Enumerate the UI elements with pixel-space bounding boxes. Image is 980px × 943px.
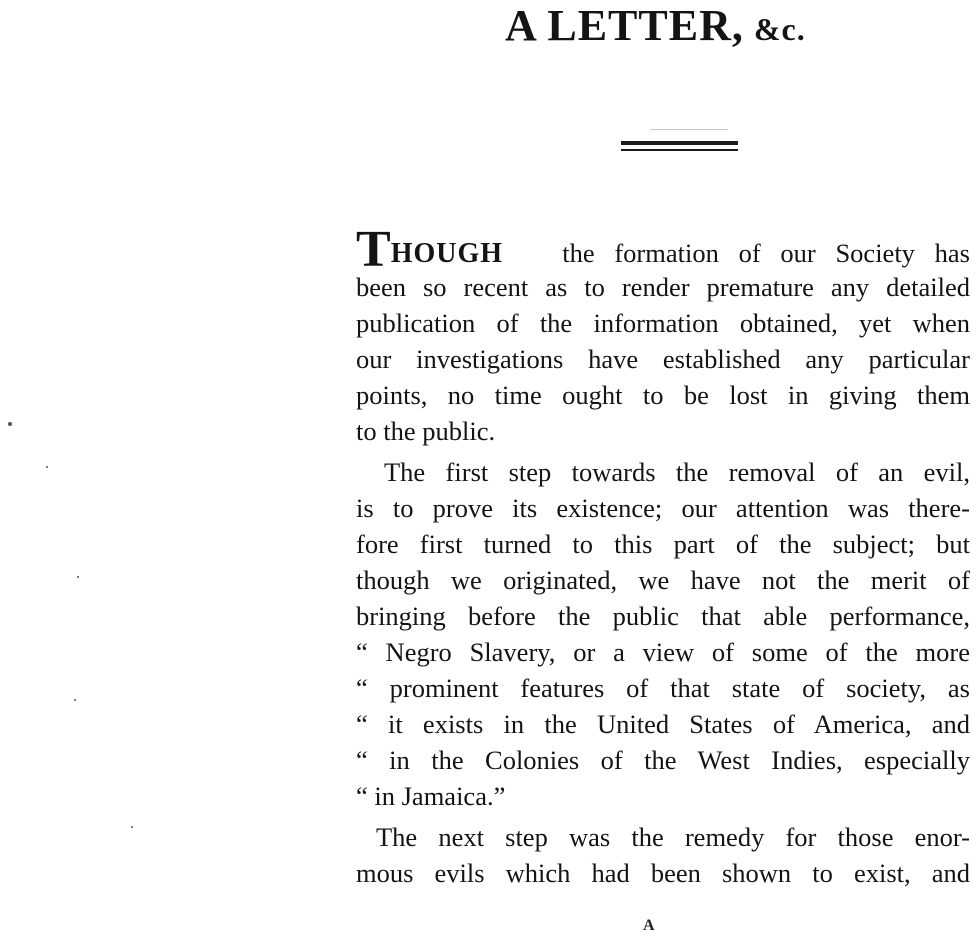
title-rule-thin	[621, 149, 738, 151]
text-line: “ in Jamaica.”	[356, 781, 506, 811]
title-rule-thick	[621, 141, 738, 145]
text-line: is to prove its existence; our attention was there-	[356, 493, 970, 523]
text-line: fore first turned to this part of the subject; but	[356, 529, 970, 559]
title-suffix: &c.	[753, 11, 806, 47]
text-line	[356, 221, 970, 278]
faint-rule	[650, 129, 728, 130]
page-title	[505, 0, 806, 51]
text-line: publication of the information obtained, yet when	[356, 308, 970, 338]
text-line: The next step was the remedy for those enor-	[376, 822, 970, 852]
scan-speck	[74, 699, 76, 701]
text-line: “ it exists in the United States of America, and	[356, 709, 970, 739]
line-text: the formation of our Society has	[562, 238, 970, 268]
drop-cap: T	[356, 221, 391, 278]
text-line: though we originated, we have not the merit of	[356, 565, 970, 595]
scan-speck	[77, 576, 79, 578]
opening-word: HOUGH	[390, 238, 504, 269]
text-line: our investigations have established any particular	[356, 344, 970, 374]
text-line: mous evils which had been shown to exist, and	[356, 858, 970, 888]
text-line: “ prominent features of that state of society, as	[356, 673, 970, 703]
scan-speck	[46, 466, 48, 468]
scan-speck	[8, 422, 12, 426]
text-line: points, no time ought to be lost in giving them	[356, 380, 970, 410]
text-line: to the public.	[356, 416, 496, 446]
signature-mark: A	[643, 917, 655, 934]
title-text: A LETTER,	[505, 1, 744, 50]
text-line: been so recent as to render premature any detailed	[356, 272, 970, 302]
text-line: bringing before the public that able performance,	[356, 601, 970, 631]
text-line: “ Negro Slavery, or a view of some of the more	[356, 637, 970, 667]
scan-speck	[131, 826, 133, 828]
text-line: The first step towards the removal of an evil,	[384, 457, 970, 487]
text-line: “ in the Colonies of the West Indies, especially	[356, 745, 970, 775]
